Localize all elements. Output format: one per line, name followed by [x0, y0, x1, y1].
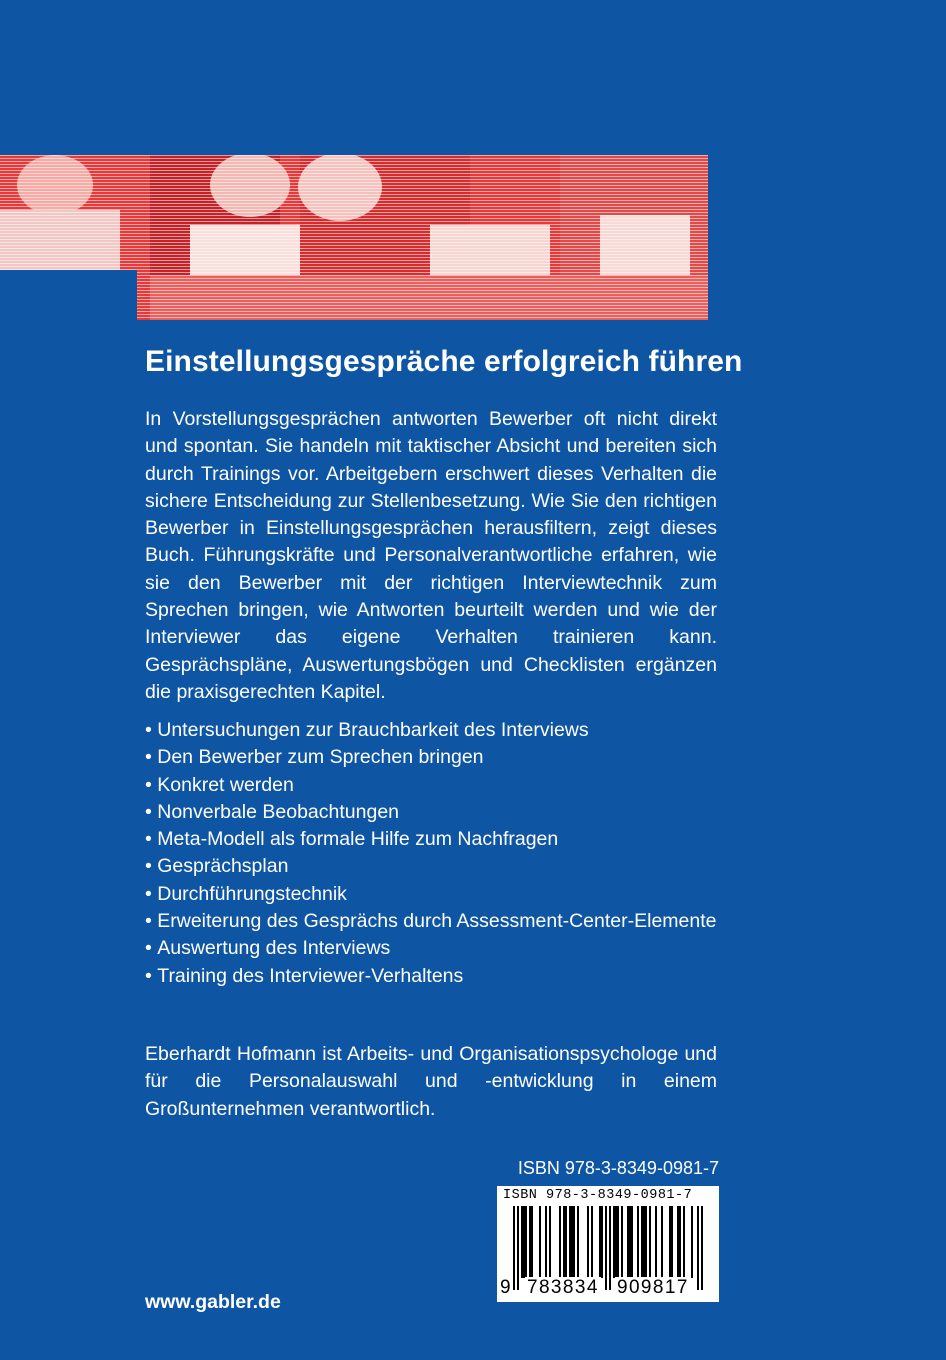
barcode-bar	[645, 1206, 647, 1278]
barcode-right-group: 909817	[617, 1277, 689, 1298]
barcode-bar	[599, 1206, 601, 1278]
barcode-bar	[525, 1206, 527, 1278]
barcode-bar	[549, 1206, 551, 1278]
list-item: • Untersuchungen zur Brauchbarkeit des Interviews	[145, 717, 725, 744]
publisher-website[interactable]: www.gabler.de	[145, 1291, 281, 1313]
barcode-bar	[617, 1206, 619, 1278]
list-item: • Erweiterung des Gesprächs durch Assessment-Center-Elemente	[145, 908, 725, 935]
list-item: • Gesprächsplan	[145, 853, 725, 880]
barcode-bar	[571, 1206, 573, 1278]
barcode-bar	[683, 1206, 685, 1278]
barcode-bar	[655, 1206, 657, 1278]
list-item: • Konkret werden	[145, 772, 725, 799]
barcode-bar	[641, 1206, 643, 1278]
barcode-bar	[669, 1206, 671, 1278]
barcode-bar	[643, 1206, 645, 1278]
barcode-bar	[523, 1206, 525, 1278]
barcode-bar	[677, 1206, 679, 1278]
list-item: • Nonverbale Beobachtungen	[145, 799, 725, 826]
barcode-bar	[531, 1206, 533, 1278]
barcode-bar	[631, 1206, 633, 1278]
barcode-bar	[559, 1206, 561, 1278]
list-item: • Training des Interviewer-Verhaltens	[145, 963, 725, 990]
barcode-bar	[563, 1206, 565, 1278]
cover-photo	[0, 155, 708, 320]
barcode-left-group: 783834	[527, 1277, 599, 1298]
barcode-bar	[649, 1206, 651, 1278]
barcode-bar	[601, 1206, 603, 1278]
barcode-bar	[529, 1206, 531, 1278]
barcode-bar	[587, 1206, 589, 1278]
barcode-bar	[591, 1206, 593, 1278]
isbn-barcode	[497, 1186, 719, 1302]
barcode-bar	[621, 1206, 623, 1278]
barcode-bar	[679, 1206, 681, 1278]
list-item: • Meta-Modell als formale Hilfe zum Nachfragen	[145, 826, 725, 853]
author-bio: Eberhardt Hofmann ist Arbeits- und Organisationspsychologe und für die Personalauswahl und -entwicklung in einem Großunternehmen verantwortlich.	[145, 1043, 717, 1120]
barcode-first-digit: 9	[500, 1277, 512, 1298]
barcode-bar	[613, 1206, 615, 1278]
barcode-bar	[671, 1206, 673, 1278]
barcode-bar	[629, 1206, 631, 1278]
list-item: • Den Bewerber zum Sprechen bringen	[145, 744, 725, 771]
topic-list	[145, 717, 725, 990]
barcode-bar	[565, 1206, 567, 1278]
barcode-bar	[637, 1206, 639, 1278]
barcode-bar	[661, 1206, 663, 1278]
book-title: Einstellungsgespräche erfolgreich führen	[145, 345, 743, 378]
barcode-bar	[521, 1206, 523, 1278]
barcode-bar	[545, 1206, 547, 1278]
barcode-bar	[569, 1206, 571, 1278]
book-description: In Vorstellungsgesprächen antworten Bewerber oft nicht direkt und spontan. Sie handeln mit taktischer Absicht und bereiten sich durch Trainings vor. Arbeitgebern erschwert dieses Verhalten die sichere Entscheidung zur Stellenbesetzung. Wie Sie den richtigen Bewerber in Einstellungsgesprächen herausfiltern, zeigt dieses Buch. Führungskräfte und Personalverantwortliche erfahren, wie sie den Bewerber mit der richtigen Interviewtechnik zum Sprechen bringen, wie Antworten beurteilt werden und wie der Interviewer das eigene Verhalten trainieren kann. Gesprächspläne, Auswertungsbögen und Checklisten ergänzen die praxisgerechten Kapitel.	[145, 408, 717, 703]
barcode-digits	[497, 1277, 719, 1299]
barcode-top-text: ISBN 978-3-8349-0981-7	[503, 1188, 693, 1203]
barcode-bar	[573, 1206, 575, 1278]
barcode-bar	[615, 1206, 617, 1278]
barcode-bar	[539, 1206, 541, 1278]
list-item: • Auswertung des Interviews	[145, 935, 725, 962]
list-item: • Durchführungstechnik	[145, 881, 725, 908]
isbn-label: ISBN 978-3-8349-0981-7	[517, 1158, 719, 1178]
barcode-bar	[577, 1206, 579, 1278]
barcode-bar	[691, 1206, 693, 1278]
barcode-bar	[627, 1206, 629, 1278]
